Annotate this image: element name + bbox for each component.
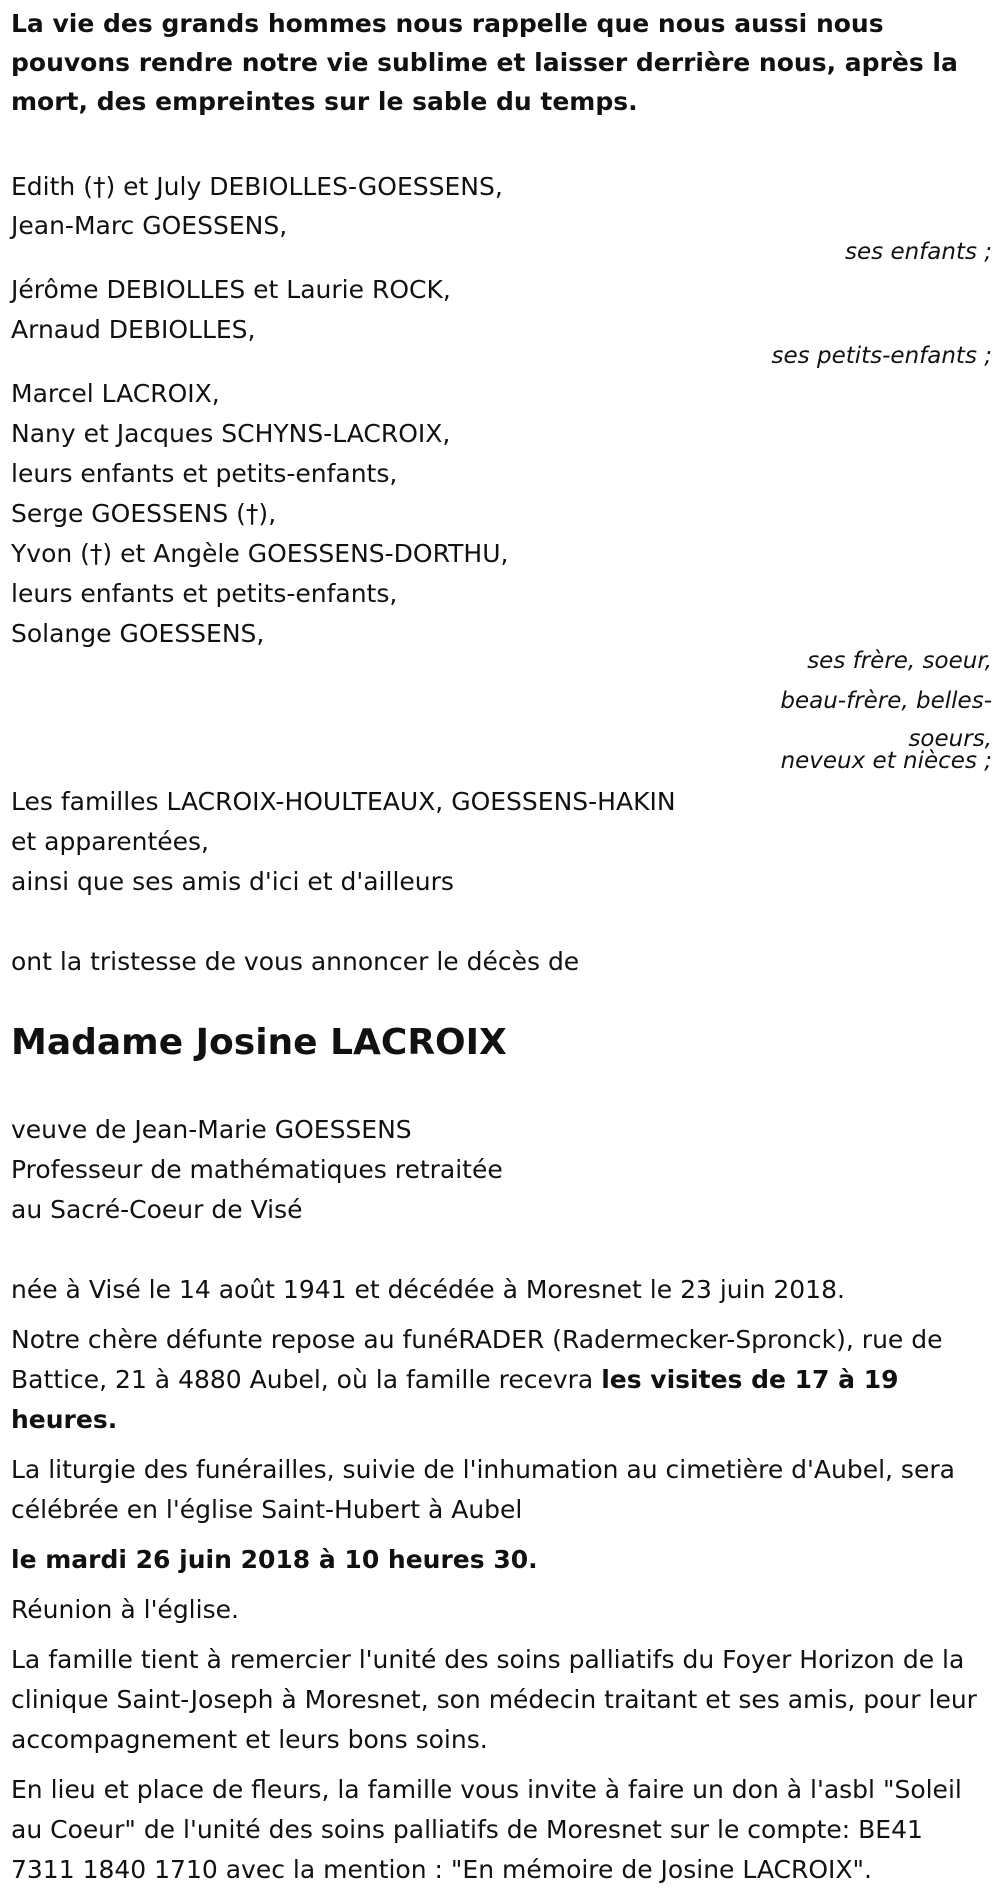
liturgy-paragraph: La liturgie des funérailles, suivie de l'inhumation au cimetière d'Aubel, sera célébrée en l'église Saint-Hubert à Aubel [11,1455,955,1524]
siblings-line-2: Nany et Jacques SCHYNS-LACROIX, [11,419,451,448]
siblings-line-1: Marcel LACROIX, [11,379,220,408]
deceased-name: Madame Josine LACROIX [11,1022,507,1063]
siblings-line-5: Yvon (†) et Angèle GOESSENS-DORTHU, [11,539,509,568]
birth-death: née à Visé le 14 août 1941 et décédée à Moresnet le 23 juin 2018. [11,1275,845,1304]
siblings-role-line-2: beau-frère, belles- [780,688,992,714]
siblings-line-7: Solange GOESSENS, [11,619,265,648]
grandchildren-line-1: Jérôme DEBIOLLES et Laurie ROCK, [11,275,451,304]
grandchildren-line-2: Arnaud DEBIOLLES, [11,315,256,344]
visitation-hours: les visites de 17 à 19 heures. [11,1365,899,1434]
opening-quote: La vie des grands hommes nous rappelle que nous aussi nous pouvons rendre notre vie sublime et laisser derrière nous, après la mort, des empreintes sur le sable du temps. [11,9,958,116]
children-role: ses enfants ; [845,239,992,265]
children-line-1: Edith (†) et July DEBIOLLES-GOESSENS, [11,172,503,201]
families-line-3: ainsi que ses amis d'ici et d'ailleurs [11,867,454,896]
siblings-line-3: leurs enfants et petits-enfants, [11,459,398,488]
thanks-paragraph: La famille tient à remercier l'unité des soins palliatifs du Foyer Horizon de la clinique Saint-Joseph à Moresnet, son médecin traitant et ses amis, pour leur accompagnement et leurs bons soins. [11,1645,977,1754]
siblings-role-line-4: neveux et nièces ; [780,748,992,774]
meeting-note: Réunion à l'église. [11,1595,239,1624]
children-line-2: Jean-Marc GOESSENS, [11,211,288,240]
visitation-paragraph [11,1320,991,1440]
detail-line-1: veuve de Jean-Marie GOESSENS [11,1115,412,1144]
detail-line-3: au Sacré-Coeur de Visé [11,1195,303,1224]
siblings-role-line-1: ses frère, soeur, [807,648,992,674]
siblings-line-4: Serge GOESSENS (†), [11,499,277,528]
detail-line-2: Professeur de mathématiques retraitée [11,1155,503,1184]
siblings-role [752,641,992,773]
ceremony-date: le mardi 26 juin 2018 à 10 heures 30. [11,1545,538,1574]
siblings-line-6: leurs enfants et petits-enfants, [11,579,398,608]
families-line-2: et apparentées, [11,827,209,856]
donation-paragraph: En lieu et place de fleurs, la famille vous invite à faire un don à l'asbl "Soleil au Coeur" de l'unité des soins palliatifs de Moresnet sur le compte: BE41 7311 1840 1710 avec la mention : "En mémoire de Josine LACROIX". [11,1775,962,1884]
families-line-1: Les familles LACROIX-HOULTEAUX, GOESSENS-HAKIN [11,787,676,816]
grandchildren-role: ses petits-enfants ; [771,343,992,369]
announcement: ont la tristesse de vous annoncer le décès de [11,947,580,976]
siblings-role-line-3: soeurs, [908,726,992,752]
visitation-text: Notre chère défunte repose au funéRADER (Radermecker-Spronck), rue de Battice, 21 à 4880 Aubel, où la famille recevra [11,1325,943,1394]
